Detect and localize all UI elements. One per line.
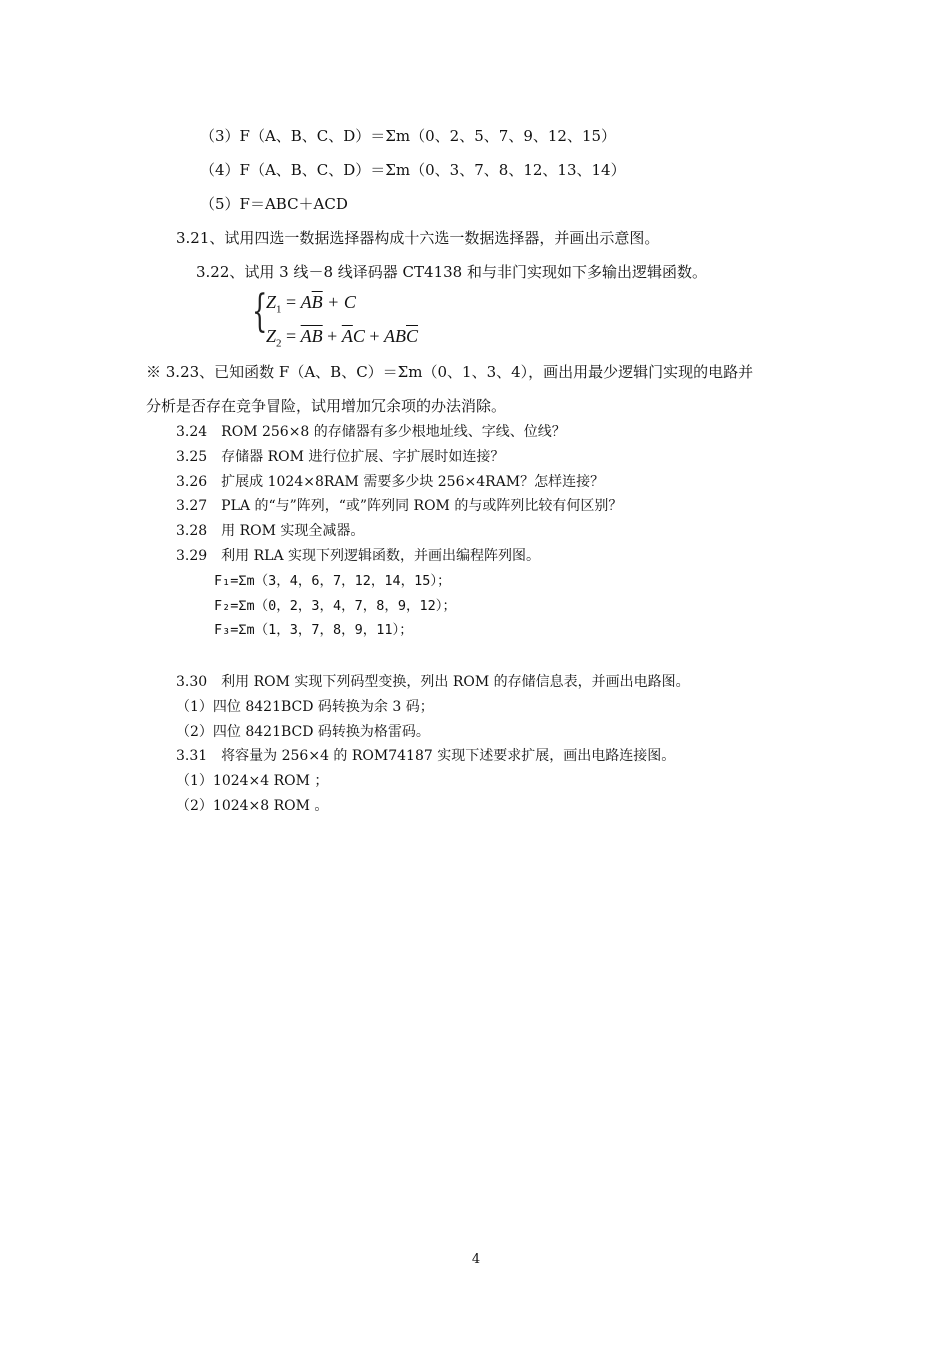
- page-number: 4: [471, 1252, 481, 1267]
- question-3-29: 3.29 利用 RLA 实现下列逻辑函数，并画出编程阵列图。: [176, 548, 541, 564]
- function-f1: F₁=Σm（3，4，6，7，12，14，15）；: [214, 573, 451, 589]
- question-3-25: 3.25 存储器 ROM 进行位扩展、字扩展时如连接？: [176, 449, 505, 465]
- question-3-31: 3.31 将容量为 256×4 的 ROM74187 实现下述要求扩展，画出电路连接图。: [176, 748, 676, 764]
- question-3-28: 3.28 用 ROM 实现全减器。: [176, 523, 365, 539]
- question-3-23-line2: 分析是否存在竞争冒险，试用增加冗余项的办法消除。: [146, 397, 507, 415]
- question-3-31-item2: （2）1024×8 ROM 。: [176, 798, 329, 814]
- question-3-22: 3.22、试用 3 线－8 线译码器 CT4138 和与非门实现如下多输出逻辑函数。: [196, 263, 707, 281]
- question-3-30: 3.30 利用 ROM 实现下列码型变换，列出 ROM 的存储信息表，并画出电路图。: [176, 674, 690, 690]
- exercise-3-20-4: （4）F（A、B、C、D）＝Σm（0、3、7、8、12、13、14）: [200, 161, 626, 179]
- question-3-27: 3.27 PLA 的“与”阵列，“或”阵列同 ROM 的与或阵列比较有何区别？: [176, 498, 623, 514]
- function-f2: F₂=Σm（0，2，3，4，7，8，9，12）；: [214, 598, 457, 614]
- equation-z2: $Z_2 = \overline{AB} + \overline{A}C + AB\overline{C}$: [266, 326, 419, 350]
- exercise-3-20-3: （3）F（A、B、C、D）＝Σm（0、2、5、7、9、12、15）: [200, 127, 617, 145]
- question-3-26: 3.26 扩展成 1024×8RAM 需要多少块 256×4RAM？怎样连接？: [176, 474, 605, 490]
- question-3-24: 3.24 ROM 256×8 的存储器有多少根地址线、字线、位线？: [176, 424, 566, 440]
- equation-brace: {: [252, 286, 268, 337]
- question-3-30-item1: （1）四位 8421BCD 码转换为余 3 码；: [176, 699, 434, 715]
- question-3-30-item2: （2）四位 8421BCD 码转换为格雷码。: [176, 724, 430, 740]
- function-f3: F₃=Σm（1，3，7，8，9，11）；: [214, 622, 413, 638]
- question-3-21: 3.21、试用四选一数据选择器构成十六选一数据选择器，并画出示意图。: [176, 229, 660, 247]
- equation-z1: $Z_1 = A\overline{B} + C$: [266, 292, 356, 316]
- question-3-31-item1: （1）1024×4 ROM ；: [176, 773, 329, 789]
- question-3-23-line1: ※ 3.23、已知函数 F（A、B、C）＝Σm（0、1、3、4），画出用最少逻辑门实现的电路并: [146, 363, 754, 381]
- exercise-3-20-5: （5）F＝ABC＋ACD: [200, 195, 348, 213]
